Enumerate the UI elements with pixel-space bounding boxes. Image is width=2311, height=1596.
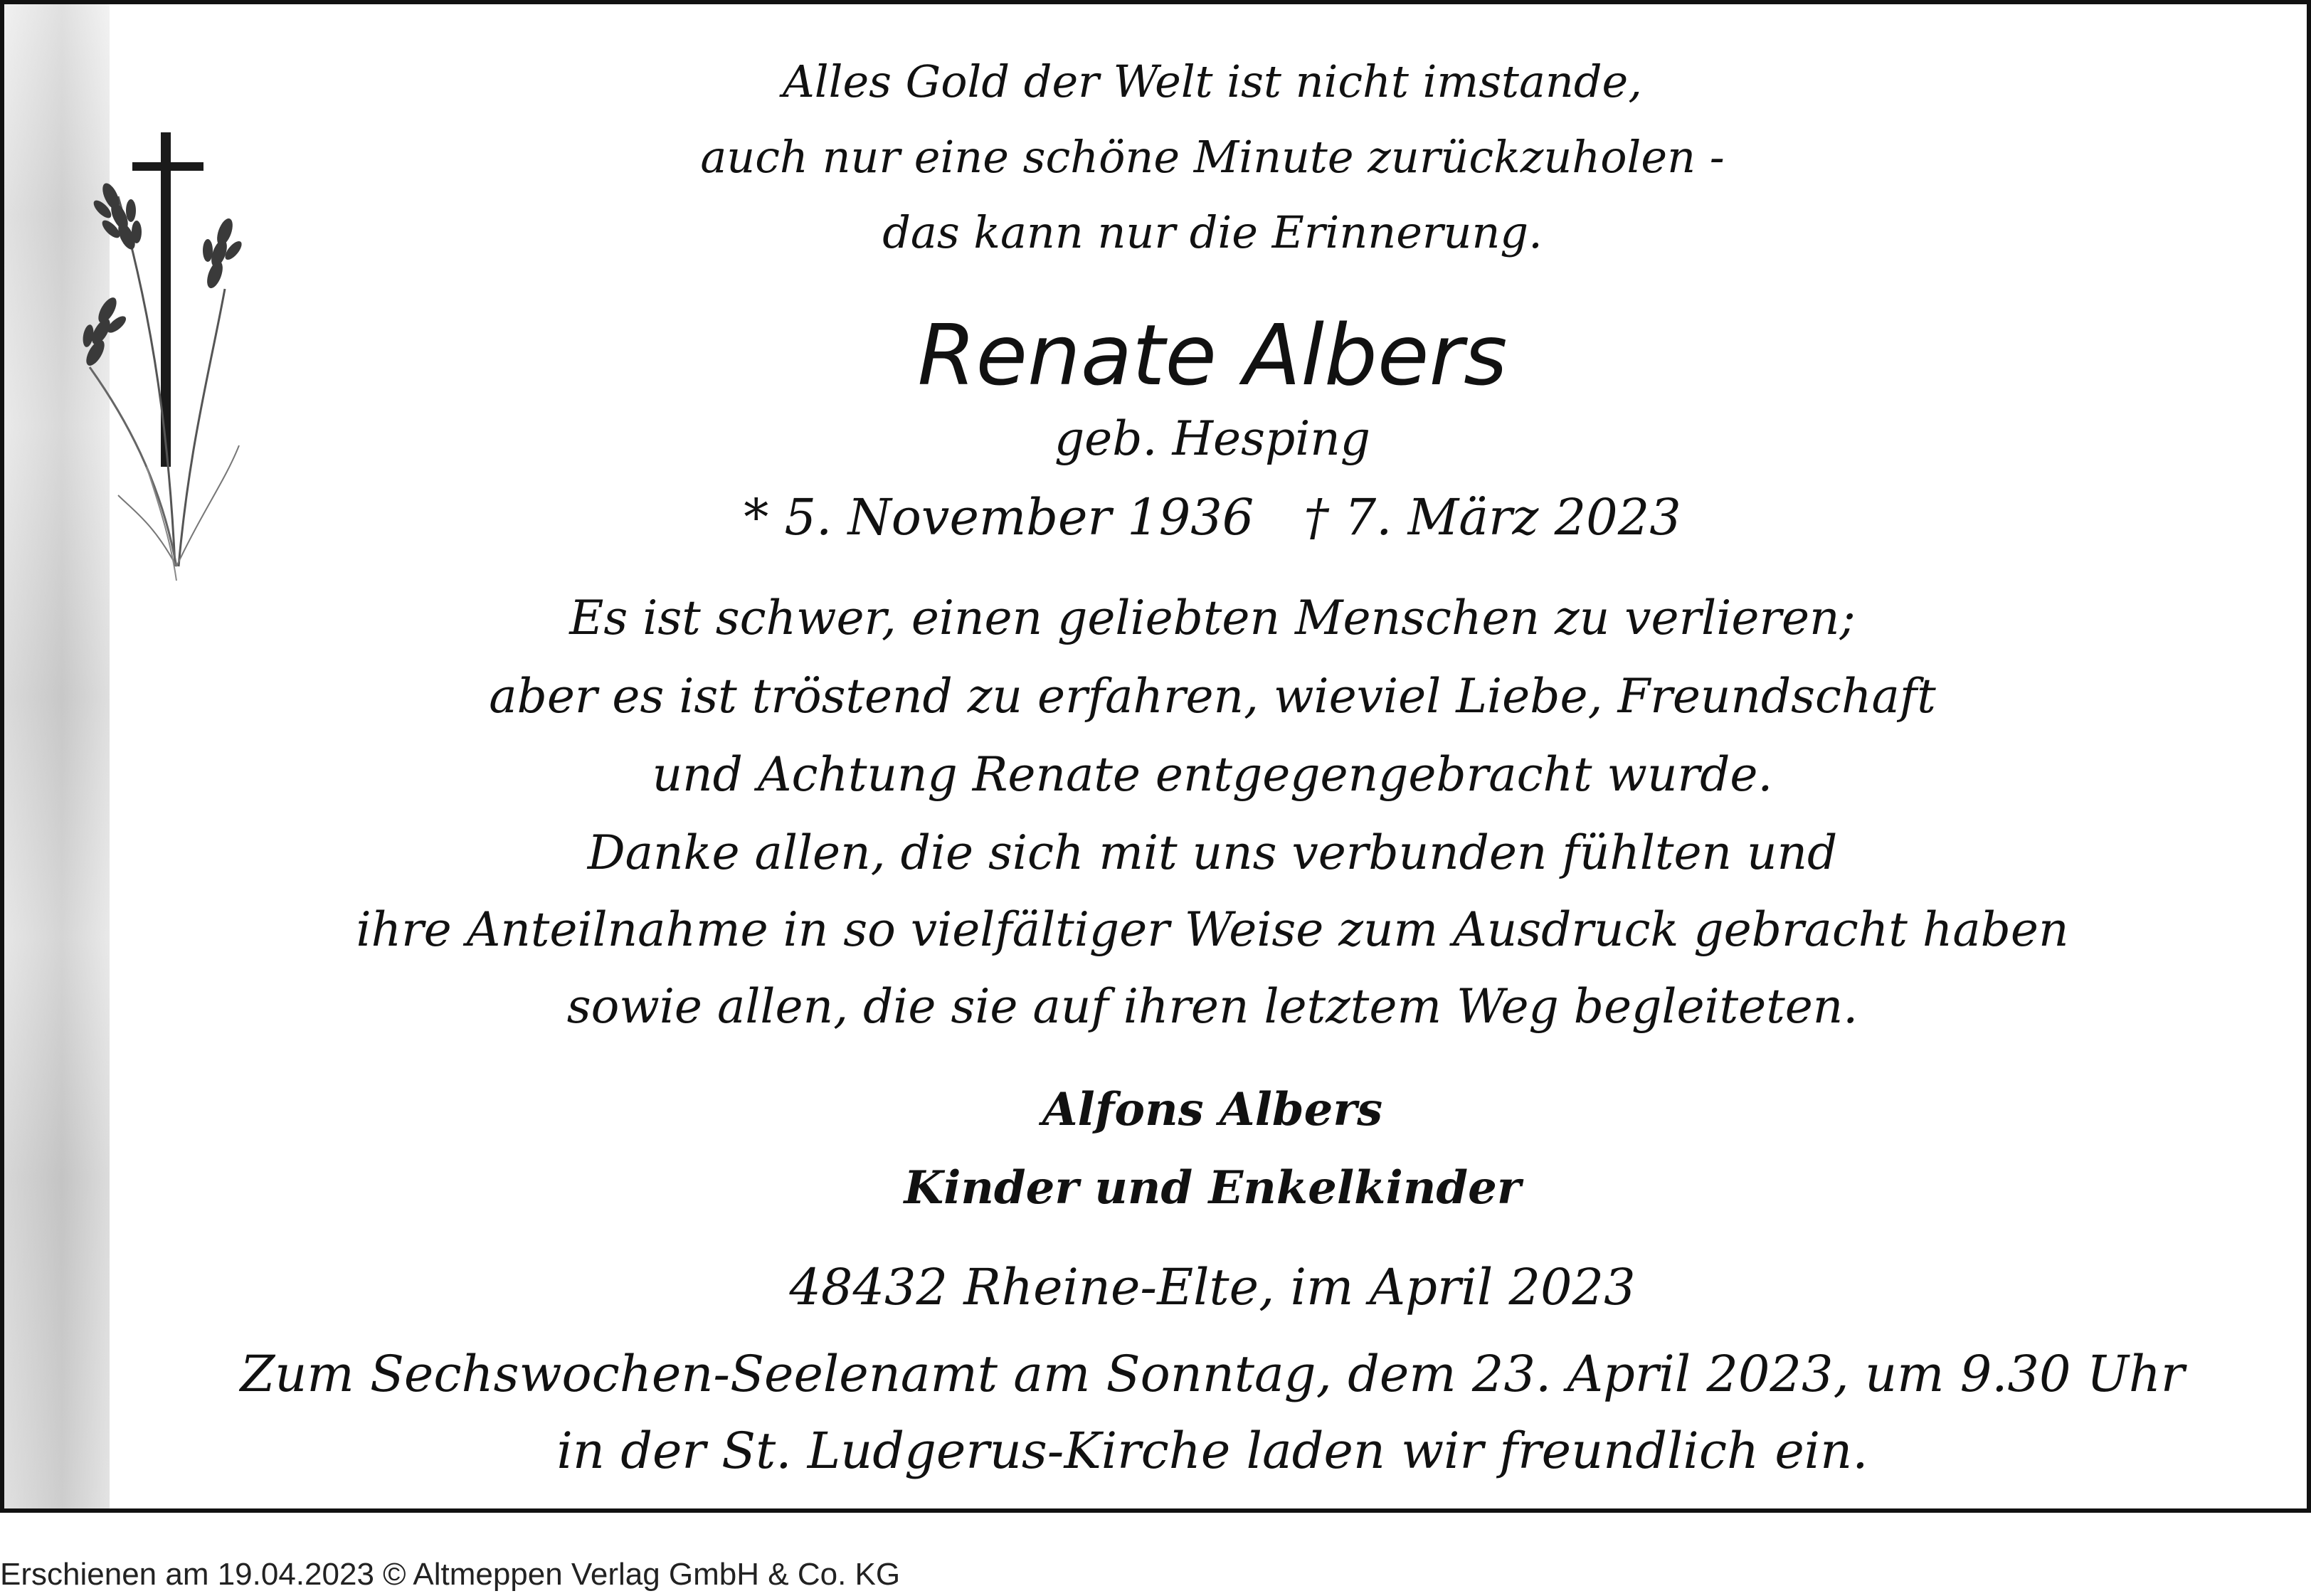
poem-line: auch nur eine schöne Minute zurückzuholen - [700, 131, 1725, 183]
message-line: sowie allen, die sie auf ihren letztem Weg begleiteten. [566, 979, 1858, 1034]
maiden-name: geb. Hesping [1054, 411, 1371, 466]
life-dates [118, 488, 2307, 546]
message-line: Danke allen, die sich mit uns verbunden fühlten und [587, 825, 1838, 880]
invitation-line: Zum Sechswochen-Seelenamt am Sonntag, dem 23. April 2023, um 9.30 Uhr [240, 1345, 2185, 1403]
signatory: Alfons Albers [1042, 1083, 1383, 1136]
message-line: und Achtung Renate entgegengebracht wurde. [652, 747, 1773, 802]
message-line: Es ist schwer, einen geliebten Menschen zu verlieren; [569, 591, 1856, 645]
death-date: † 7. März 2023 [1303, 488, 1681, 546]
message-line: aber es ist tröstend zu erfahren, wieviel Liebe, Freundschaft [489, 669, 1936, 724]
signatory: Kinder und Enkelkinder [904, 1161, 1521, 1215]
message-line: ihre Anteilnahme in so vielfältiger Weise zum Ausdruck gebracht haben [356, 902, 2069, 957]
deceased-name: Renate Albers [917, 306, 1508, 404]
place-date: 48432 Rheine-Elte, im April 2023 [789, 1258, 1636, 1316]
poem-line: Alles Gold der Welt ist nicht imstande, [783, 56, 1642, 107]
poem-line: das kann nur die Erinnerung. [882, 206, 1543, 258]
invitation-line: in der St. Ludgerus-Kirche laden wir freundlich ein. [556, 1422, 1868, 1480]
birth-date: * 5. November 1936 [744, 488, 1254, 546]
publication-footer: Erschienen am 19.04.2023 © Altmeppen Verlag GmbH & Co. KG [0, 1557, 901, 1592]
